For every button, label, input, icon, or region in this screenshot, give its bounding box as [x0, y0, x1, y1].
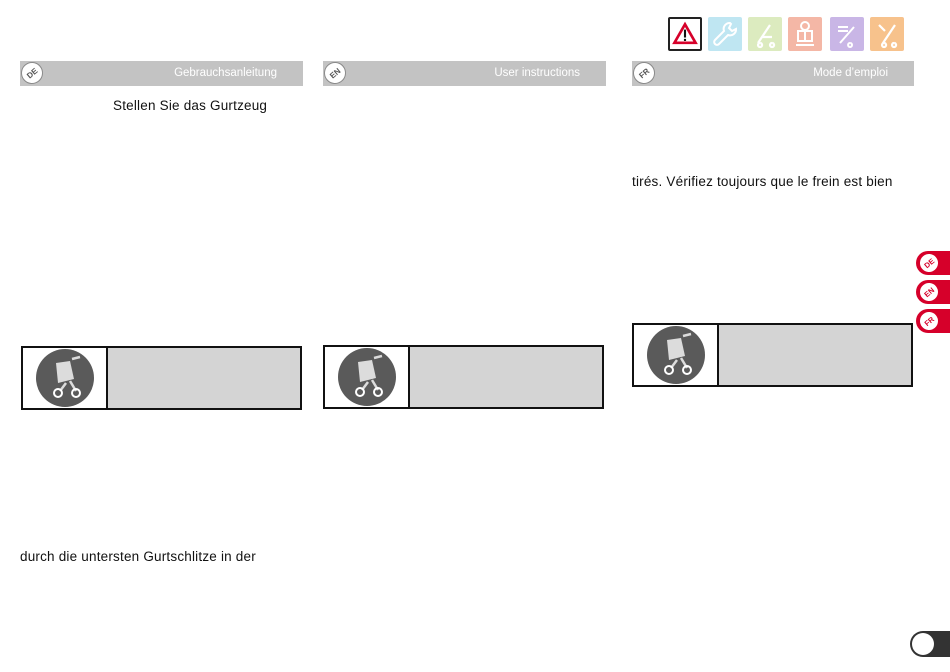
header-bar-de — [20, 61, 303, 86]
notice-box-de — [21, 346, 302, 410]
lang-badge-de: DE — [17, 58, 48, 89]
fr-text-line-1: tirés. Vérifiez toujours que le frein est bien — [632, 174, 893, 189]
header-bar-fr — [632, 61, 914, 86]
notice-text-area — [719, 325, 911, 385]
cleaning-icon — [830, 17, 864, 51]
header-title-de: Gebrauchsanleitung — [174, 67, 277, 79]
lang-badge-en: EN — [320, 58, 351, 89]
warning-icon — [668, 17, 702, 51]
page-tab — [910, 631, 950, 657]
side-tab-fr[interactable] — [916, 309, 950, 333]
side-tab-label-de: DE — [915, 249, 943, 277]
de-text-line-1: Stellen Sie das Gurtzeug — [113, 98, 268, 113]
side-tab-de[interactable] — [916, 251, 950, 275]
de-text-line-2: durch die untersten Gurtschlitze in der — [20, 549, 256, 564]
stroller-icon — [23, 348, 108, 408]
lang-badge-fr: FR — [629, 58, 660, 89]
stroller-icon — [634, 325, 719, 385]
stroller-fold-icon — [748, 17, 782, 51]
notice-text-area — [410, 347, 602, 407]
side-tab-label-fr: FR — [915, 307, 943, 335]
side-tab-en[interactable] — [916, 280, 950, 304]
notice-text-area — [108, 348, 300, 408]
header-bar-en — [323, 61, 606, 86]
child-harness-icon — [788, 17, 822, 51]
stroller-icon — [325, 347, 410, 407]
notice-box-en — [323, 345, 604, 409]
notice-box-fr — [632, 323, 913, 387]
wrench-icon — [708, 17, 742, 51]
accessory-icon — [870, 17, 904, 51]
header-title-fr: Mode d’emploi — [813, 67, 888, 79]
side-tab-label-en: EN — [915, 278, 943, 306]
header-title-en: User instructions — [494, 67, 580, 79]
page-tab-dot — [912, 633, 934, 655]
